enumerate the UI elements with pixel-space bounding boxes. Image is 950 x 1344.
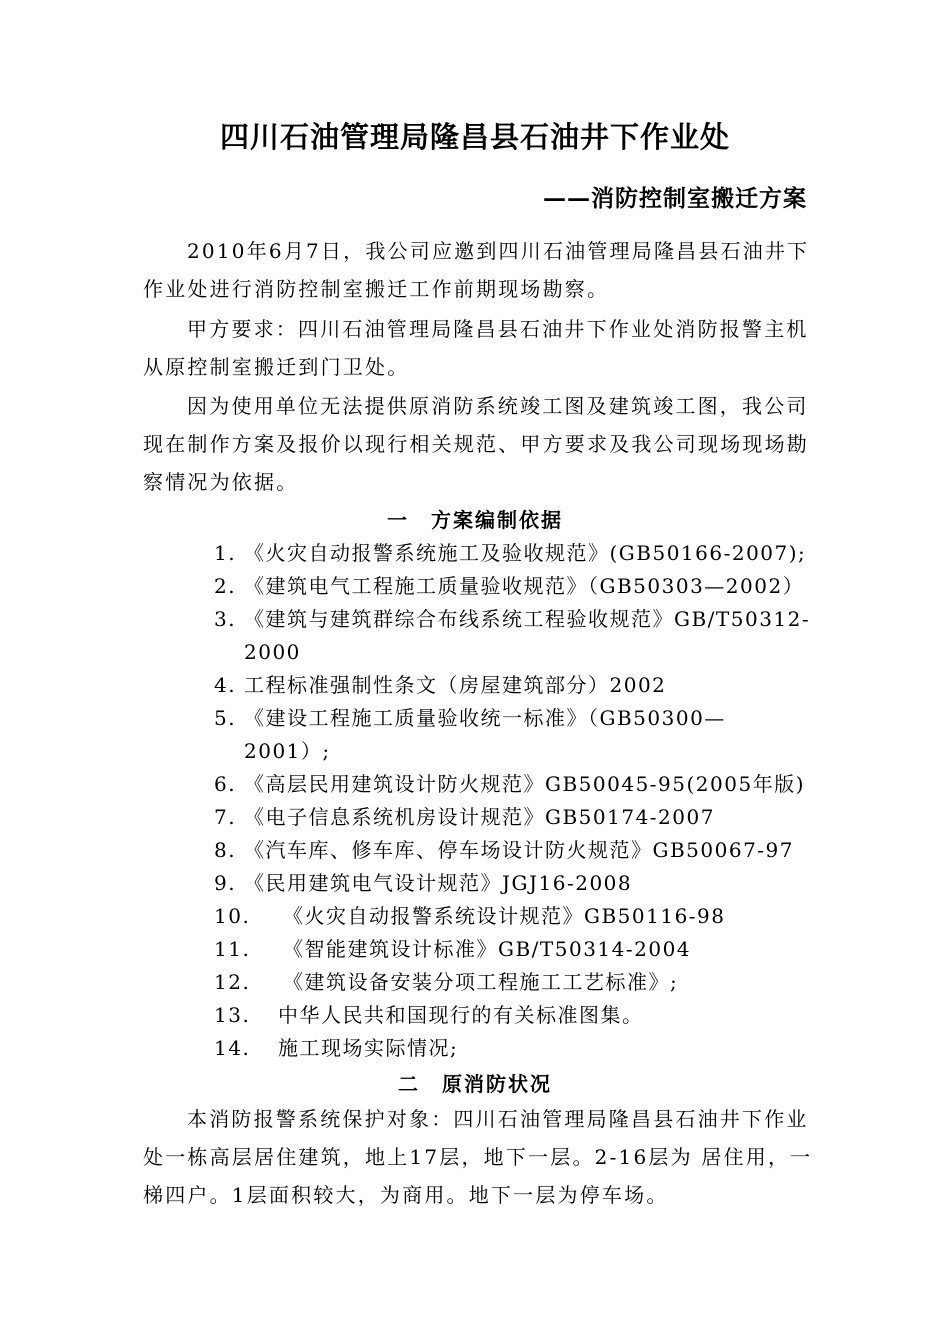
list-item-number: 4. (214, 673, 237, 697)
list-item-continuation (0, 636, 950, 669)
list-item-continuation (0, 735, 950, 768)
list-item (0, 999, 950, 1032)
list-item-text: 《民用建筑电气设计规范》JGJ16-2008 (244, 871, 633, 895)
list-item-text: 施工现场实际情况; (278, 1036, 459, 1060)
section-heading-basis: 一 方案编制依据 (387, 508, 563, 532)
list-item-number: 2. (214, 574, 237, 598)
list-item-text: 《火灾自动报警系统施工及验收规范》(GB50166-2007); (244, 541, 807, 565)
list-item (0, 1032, 950, 1065)
basis-list (0, 537, 950, 1065)
list-item-number: 5. (214, 706, 237, 730)
document-title: 四川石油管理局隆昌县石油井下作业处 (219, 120, 730, 154)
list-item (0, 900, 950, 933)
list-item (0, 603, 950, 636)
list-item-text: 《建筑与建筑群综合布线系统工程验收规范》GB/T50312- (244, 607, 811, 631)
intro-paragraph-3: 因为使用单位无法提供原消防系统竣工图及建筑竣工图，我公司现在制作方案及报价以现行相关规范、甲方要求及我公司现场现场勘察情况为依据。 (143, 394, 809, 494)
list-item (0, 867, 950, 900)
list-item-text: 工程标准强制性条文（房屋建筑部分）2002 (244, 673, 667, 697)
list-item-text: 2000 (244, 640, 301, 664)
list-item-text: 《电子信息系统机房设计规范》GB50174-2007 (244, 805, 715, 829)
section-heading-status: 二 原消防状况 (398, 1072, 552, 1096)
list-item (0, 702, 950, 735)
list-item-text: 2001）; (244, 739, 331, 763)
list-item (0, 801, 950, 834)
list-item-text: 中华人民共和国现行的有关标准图集。 (278, 1003, 644, 1027)
list-item-number: 8. (214, 838, 237, 862)
list-item-text: 《智能建筑设计标准》GB/T50314-2004 (283, 937, 692, 961)
list-item (0, 966, 950, 999)
list-item (0, 537, 950, 570)
list-item-number: 14. (214, 1036, 251, 1060)
list-item-text: 《建筑电气工程施工质量验收规范》（GB50303—2002） (244, 574, 805, 598)
list-item (0, 669, 950, 702)
list-item (0, 933, 950, 966)
list-item-text: 《火灾自动报警系统设计规范》GB50116-98 (283, 904, 726, 928)
document-subtitle: ——消防控制室搬迁方案 (543, 185, 807, 212)
list-item-number: 10. (214, 904, 251, 928)
list-item-number: 1. (214, 541, 237, 565)
list-item-number: 9. (214, 871, 237, 895)
status-paragraph: 本消防报警系统保护对象：四川石油管理局隆昌县石油井下作业处一栋高层居住建筑，地上17层，地下一层。2-16层为 居住用，一梯四户。1层面积较大，为商用。地下一层为停车场。 (143, 1107, 813, 1207)
list-item-number: 12. (214, 970, 251, 994)
intro-paragraph-1: 2010年6月7日，我公司应邀到四川石油管理局隆昌县石油井下作业处进行消防控制室搬迁工作前期现场勘察。 (143, 239, 810, 301)
list-item (0, 570, 950, 603)
list-item-text: 《汽车库、修车库、停车场设计防火规范》GB50067-97 (244, 838, 795, 862)
list-item (0, 834, 950, 867)
list-item-number: 6. (214, 772, 237, 796)
list-item-number: 13. (214, 1003, 251, 1027)
list-item-number: 3. (214, 607, 237, 631)
list-item-text: 《建筑设备安装分项工程施工工艺标准》; (283, 970, 679, 994)
list-item-text: 《建设工程施工质量验收统一标准》（GB50300— (244, 706, 726, 730)
list-item-number: 11. (214, 937, 251, 961)
list-item-number: 7. (214, 805, 237, 829)
list-item (0, 768, 950, 801)
intro-paragraph-2: 甲方要求：四川石油管理局隆昌县石油井下作业处消防报警主机从原控制室搬迁到门卫处。 (143, 317, 809, 379)
list-item-text: 《高层民用建筑设计防火规范》GB50045-95(2005年版) (244, 772, 806, 796)
